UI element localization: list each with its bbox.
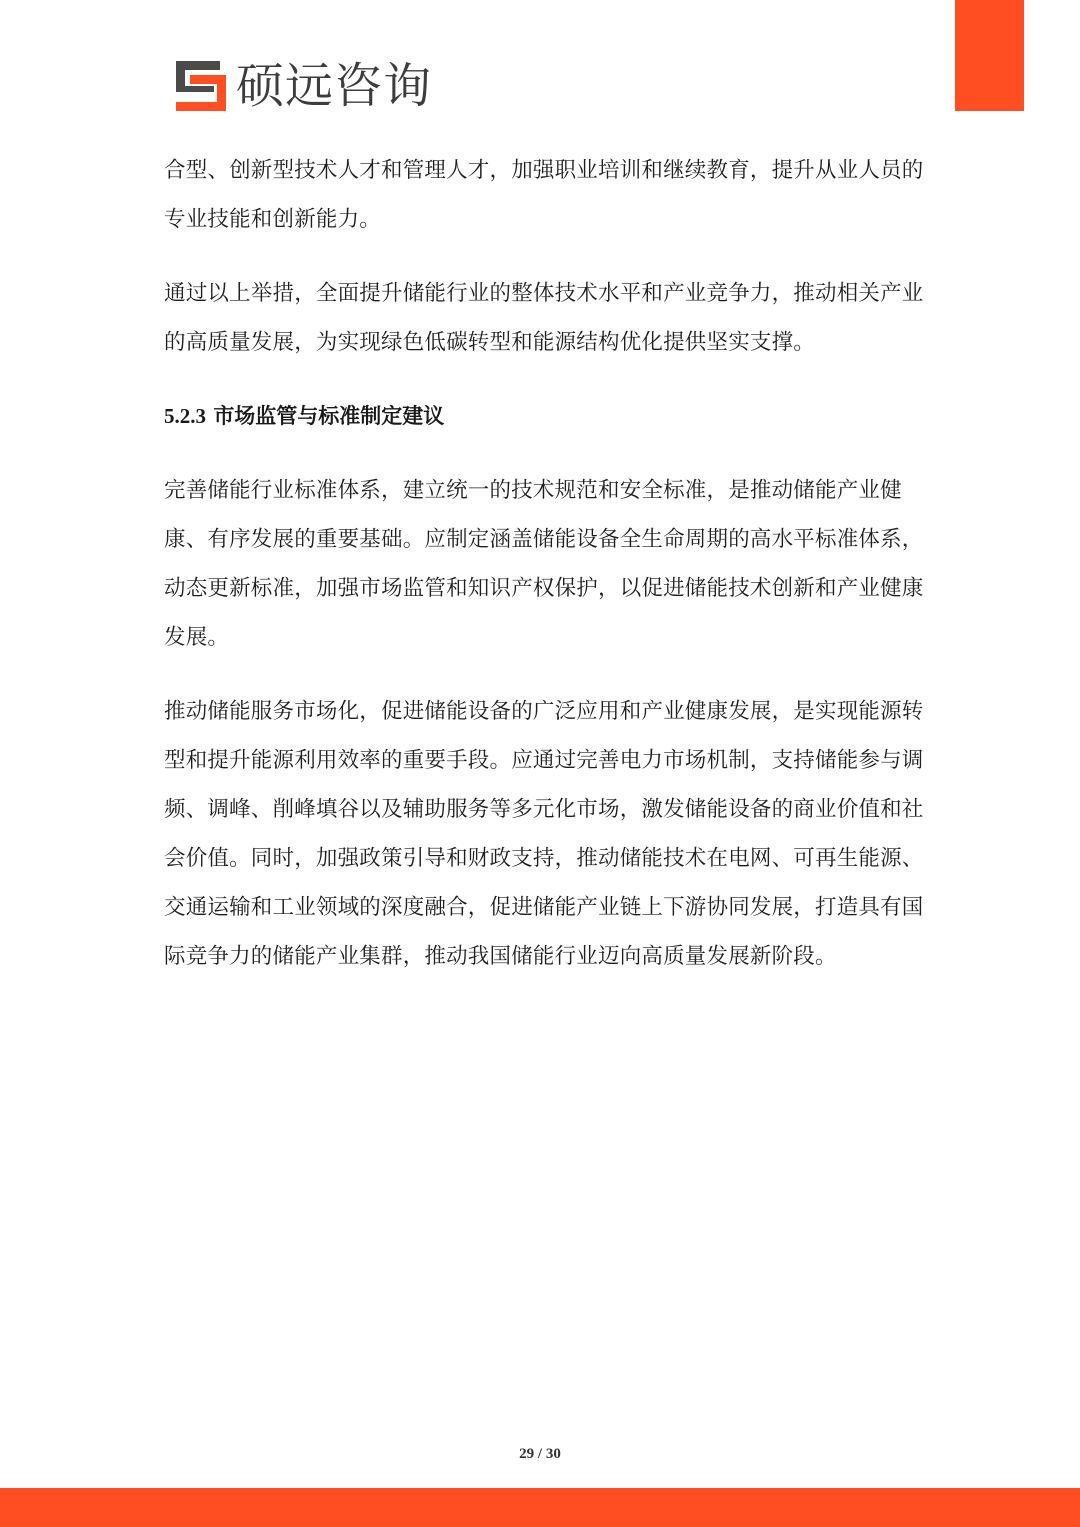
paragraph-standards: 完善储能行业标准体系，建立统一的技术规范和安全标准，是推动储能产业健康、有序发展的重要基础。应制定涵盖储能设备全生命周期的高水平标准体系，动态更新标准，加强市场监管和知识产权保护，以促进储能技术创新和产业健康发展。 — [164, 478, 924, 650]
document-body — [164, 146, 924, 981]
section-title: 市场监管与标准制定建议 — [213, 404, 445, 428]
page-number: 29 / 30 — [519, 1446, 561, 1462]
section-number: 5.2.3 — [164, 404, 206, 428]
corner-accent-tab — [955, 0, 1024, 111]
brand-name: 硕远咨询 — [236, 58, 433, 114]
brand-logo — [176, 60, 432, 112]
paragraph-summary: 通过以上举措，全面提升储能行业的整体技术水平和产业竞争力，推动相关产业的高质量发展，为实现绿色低碳转型和能源结构优化提供坚实支撑。 — [164, 281, 924, 355]
paragraph-talent-training: 合型、创新型技术人才和管理人才，加强职业培训和继续教育，提升从业人员的专业技能和创新能力。 — [164, 158, 924, 232]
s-logo-icon — [176, 61, 226, 111]
section-heading — [164, 392, 924, 441]
footer-accent-bar — [0, 1488, 1080, 1527]
paragraph-marketization: 推动储能服务市场化，促进储能设备的广泛应用和产业健康发展，是实现能源转型和提升能源利用效率的重要手段。应通过完善电力市场机制，支持储能参与调频、调峰、削峰填谷以及辅助服务等多元化市场，激发储能设备的商业价值和社会价值。同时，加强政策引导和财政支持，推动储能技术在电网、可再生能源、交通运输和工业领域的深度融合，促进储能产业链上下游协同发展，打造具有国际竞争力的储能产业集群，推动我国储能行业迈向高质量发展新阶段。 — [164, 699, 924, 969]
